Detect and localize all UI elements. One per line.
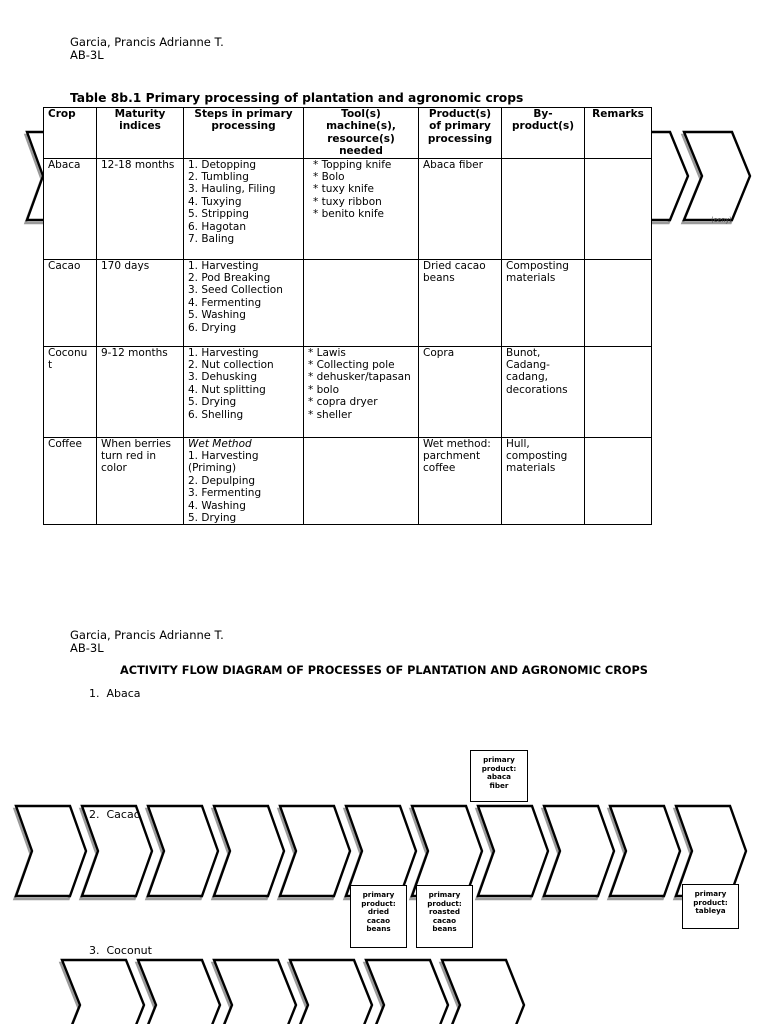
table-row: [44, 259, 652, 346]
chevron-cacao-step: [544, 806, 614, 896]
cell-byproduct: Composting materials: [502, 259, 585, 346]
list-item-coconut: 3. Coconut: [89, 944, 152, 957]
header-maturity: Maturity indices: [97, 108, 184, 159]
cell-remarks: [585, 259, 652, 346]
chevron-top: [684, 132, 750, 220]
cell-crop: Abaca: [44, 158, 97, 259]
cell-tools: [304, 437, 419, 525]
chevron-cacao-step: [610, 806, 680, 896]
chevron-cacao-step: [478, 806, 548, 896]
list-item-cacao: 2. Cacao: [89, 808, 141, 821]
cell-steps: 1. Detopping 2. Tumbling 3. Hauling, Filing 4. Tuxying 5. Stripping 6. Hagotan 7. Baling: [184, 158, 304, 259]
chevron-cacao-step: [280, 806, 350, 896]
author-section-2: AB-3L: [70, 641, 104, 655]
chevron-coconut-step: [290, 960, 372, 1024]
chevron-cacao-step: [148, 806, 218, 896]
header-products: Product(s) of primary processing: [419, 108, 502, 159]
author-name-2: Garcia, Prancis Adrianne T.: [70, 628, 224, 642]
cell-maturity: 9-12 months: [97, 346, 184, 437]
diagram-title: ACTIVITY FLOW DIAGRAM OF PROCESSES OF PLANTATION AND AGRONOMIC CROPS: [120, 664, 648, 677]
chevron-coconut-step: [366, 960, 448, 1024]
chevron-cacao-step: [214, 806, 284, 896]
chevron-cacao-step: [346, 806, 416, 896]
table-title: Table 8b.1 Primary processing of plantation and agronomic crops: [70, 91, 524, 105]
cell-product: Copra: [419, 346, 502, 437]
cell-byproduct: [502, 158, 585, 259]
cell-maturity: 12-18 months: [97, 158, 184, 259]
table-row: [44, 346, 652, 437]
cell-crop: Coffee: [44, 437, 97, 525]
stray-mark: (eeny): [711, 216, 732, 224]
author-name: Garcia, Prancis Adrianne T.: [70, 35, 224, 49]
processing-table: [43, 107, 652, 525]
cell-crop: Cacao: [44, 259, 97, 346]
chevron-coconut-step: [214, 960, 296, 1024]
product-box-tableya: primary product: tableya: [682, 884, 739, 929]
cell-tools: [304, 259, 419, 346]
cell-tools: * Topping knife * Bolo * tuxy knife * tuxy ribbon * benito knife: [304, 158, 419, 259]
chevron-cacao-step: [676, 806, 746, 896]
cell-remarks: [585, 346, 652, 437]
cell-maturity: 170 days: [97, 259, 184, 346]
header-steps: Steps in primary processing: [184, 108, 304, 159]
cell-product: Abaca fiber: [419, 158, 502, 259]
author-section: AB-3L: [70, 48, 104, 62]
chevron-coconut-step: [442, 960, 524, 1024]
cell-tools: * Lawis * Collecting pole * dehusker/tapasan * bolo * copra dryer * sheller: [304, 346, 419, 437]
cell-maturity: When berries turn red in color: [97, 437, 184, 525]
chevron-cacao-step: [16, 806, 86, 896]
cell-byproduct: Bunot, Cadang- cadang, decorations: [502, 346, 585, 437]
cell-remarks: [585, 158, 652, 259]
header-byproducts: By- product(s): [502, 108, 585, 159]
cell-steps: 1. Harvesting 2. Nut collection 3. Dehusking 4. Nut splitting 5. Drying 6. Shelling: [184, 346, 304, 437]
product-box-roasted-cacao: primary product: roasted cacao beans: [416, 885, 473, 948]
cell-product: Dried cacao beans: [419, 259, 502, 346]
cell-product: Wet method: parchment coffee: [419, 437, 502, 525]
header-crop: Crop: [44, 108, 97, 159]
cell-steps: 1. Harvesting 2. Pod Breaking 3. Seed Collection 4. Fermenting 5. Washing 6. Drying: [184, 259, 304, 346]
chevron-cacao-step: [412, 806, 482, 896]
chevron-coconut-step: [138, 960, 220, 1024]
cell-crop: Coconu t: [44, 346, 97, 437]
table-header-row: [44, 108, 652, 159]
cell-remarks: [585, 437, 652, 525]
product-box-abaca-fiber: primary product: abaca fiber: [470, 750, 528, 802]
table-row: [44, 437, 652, 525]
header-tools: Tool(s) machine(s), resource(s) needed: [304, 108, 419, 159]
chevron-coconut-step: [62, 960, 144, 1024]
product-box-dried-cacao: primary product: dried cacao beans: [350, 885, 407, 948]
cell-byproduct: Hull, composting materials: [502, 437, 585, 525]
list-item-abaca: 1. Abaca: [89, 687, 141, 700]
table-row: [44, 158, 652, 259]
header-remarks: Remarks: [585, 108, 652, 159]
cell-steps: Wet Method 1. Harvesting (Priming) 2. Depulping 3. Fermenting 4. Washing 5. Drying: [184, 437, 304, 525]
